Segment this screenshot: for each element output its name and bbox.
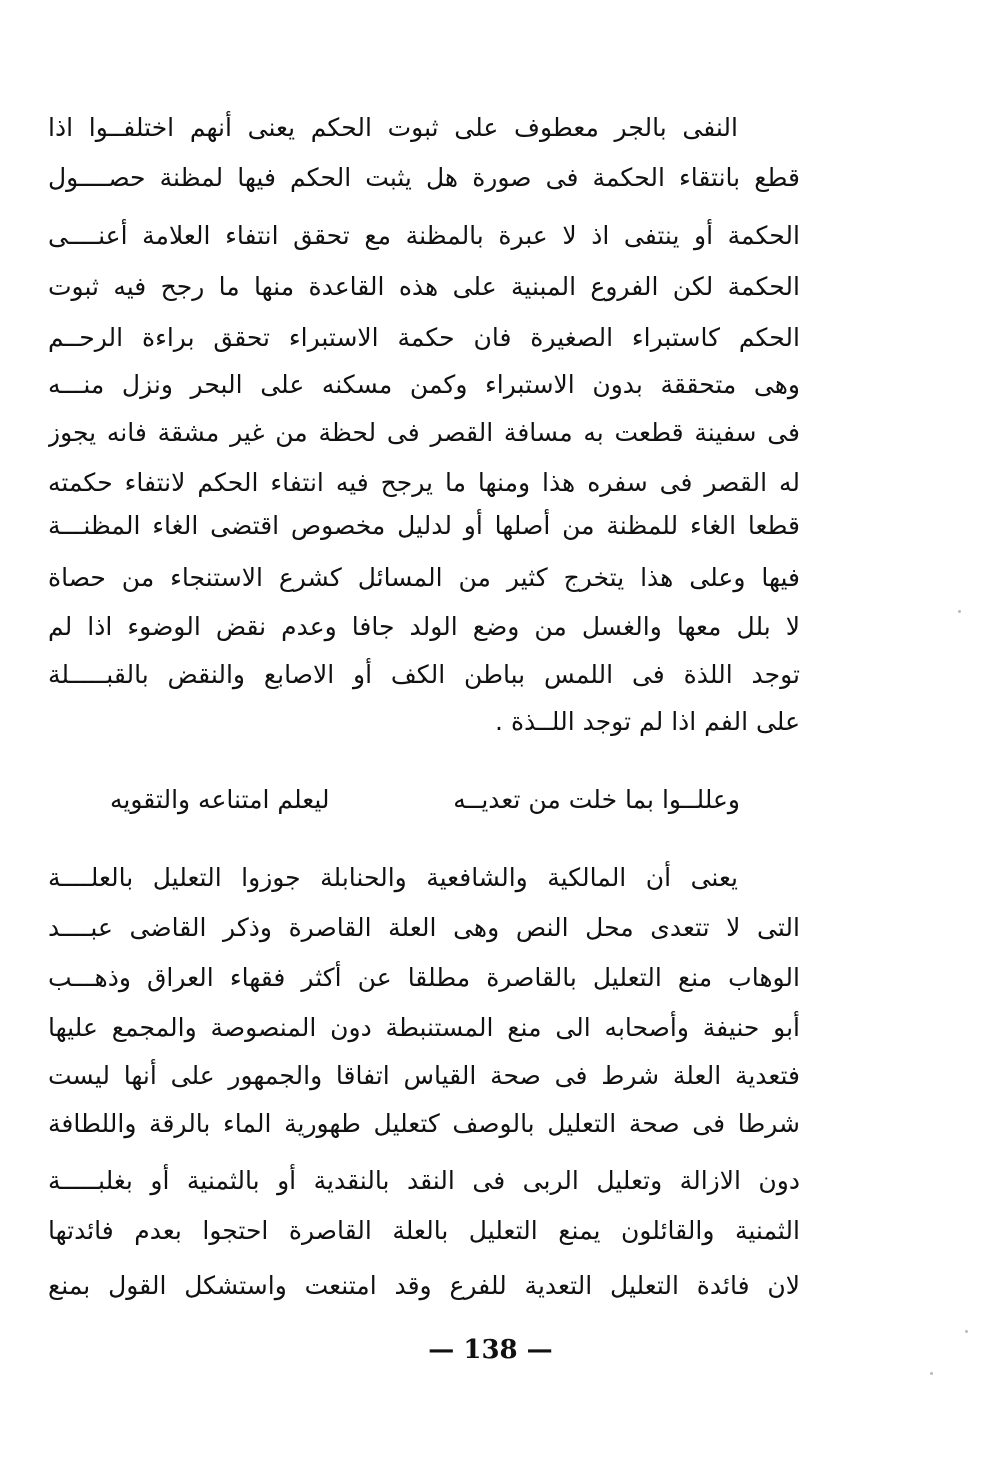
scan-speck <box>930 1372 933 1375</box>
scan-speck <box>965 1330 968 1333</box>
text-line: وهى متحققة بدون الاستبراء وكمن مسكنه على البحر ونزل منـــه <box>48 370 800 399</box>
text-line: له القصر فى سفره هذا ومنها ما يرجح فيه انتفاء الحكم لانتفاء حكمته <box>48 468 800 497</box>
verse-second-hemistich: ليعلم امتناعه والتقويه <box>110 785 330 814</box>
text-line: يعنى أن المالكية والشافعية والحنابلة جوزوا التعليل بالعلــــة <box>48 863 738 892</box>
text-line: أبو حنيفة وأصحابه الى منع المستنبطة دون المنصوصة والمجمع عليها <box>48 1013 800 1042</box>
text-line: على الفم اذا لم توجد اللــذة . <box>495 707 800 736</box>
text-line: النفى بالجر معطوف على ثبوت الحكم يعنى أنهم اختلفــوا اذا <box>48 113 738 142</box>
verse-first-hemistich: وعللــوا بما خلت من تعديــه <box>453 785 740 814</box>
text-line: دون الازالة وتعليل الربى فى النقد بالنقدية أو بالثمنية أو بغلبـــــة <box>48 1166 800 1195</box>
text-line: التى لا تتعدى محل النص وهى العلة القاصرة وذكر القاضى عبــــد <box>48 913 800 942</box>
text-line: الحكمة لكن الفروع المبنية على هذه القاعدة منها ما رجح فيه ثبوت <box>48 272 800 301</box>
text-line: الحكمة أو ينتفى اذ لا عبرة بالمظنة مع تحقق انتفاء العلامة أعنــــى <box>48 221 800 250</box>
text-line: فتعدية العلة شرط فى صحة القياس اتفاقا والجمهور على أنها ليست <box>48 1061 800 1090</box>
text-line: قطعا الغاء للمظنة من أصلها أو لدليل مخصوص اقتضى الغاء المظنـــة <box>48 511 800 540</box>
text-line: الثمنية والقائلون يمنع التعليل بالعلة القاصرة احتجوا بعدم فائدتها <box>48 1216 800 1245</box>
text-line: لان فائدة التعليل التعدية للفرع وقد امتنعت واستشكل القول بمنع <box>48 1271 800 1300</box>
text-line: الحكم كاستبراء الصغيرة فان حكمة الاستبراء تحقق براءة الرحــم <box>48 323 800 352</box>
text-line: فى سفينة قطعت به مسافة القصر فى لحظة من غير مشقة فانه يجوز <box>48 418 800 447</box>
page-number: — 138 — <box>428 1335 553 1365</box>
text-line: لا بلل معها والغسل من وضع الولد جافا وعدم نقض الوضوء اذا لم <box>48 612 800 641</box>
text-line: شرطا فى صحة التعليل بالوصف كتعليل طهورية الماء بالرقة واللطافة <box>48 1109 800 1138</box>
verse-line <box>110 772 740 828</box>
scan-speck <box>958 610 961 613</box>
text-line: الوهاب منع التعليل بالقاصرة مطلقا عن أكثر فقهاء العراق وذهـــب <box>48 963 800 992</box>
text-line: فيها وعلى هذا يتخرج كثير من المسائل كشرع الاستنجاء من حصاة <box>48 563 800 592</box>
text-line: قطع بانتقاء الحكمة فى صورة هل يثبت الحكم فيها لمظنة حصــــول <box>48 163 800 192</box>
text-line: توجد اللذة فى اللمس بباطن الكف أو الاصابع والنقض بالقبـــــلة <box>48 660 800 689</box>
